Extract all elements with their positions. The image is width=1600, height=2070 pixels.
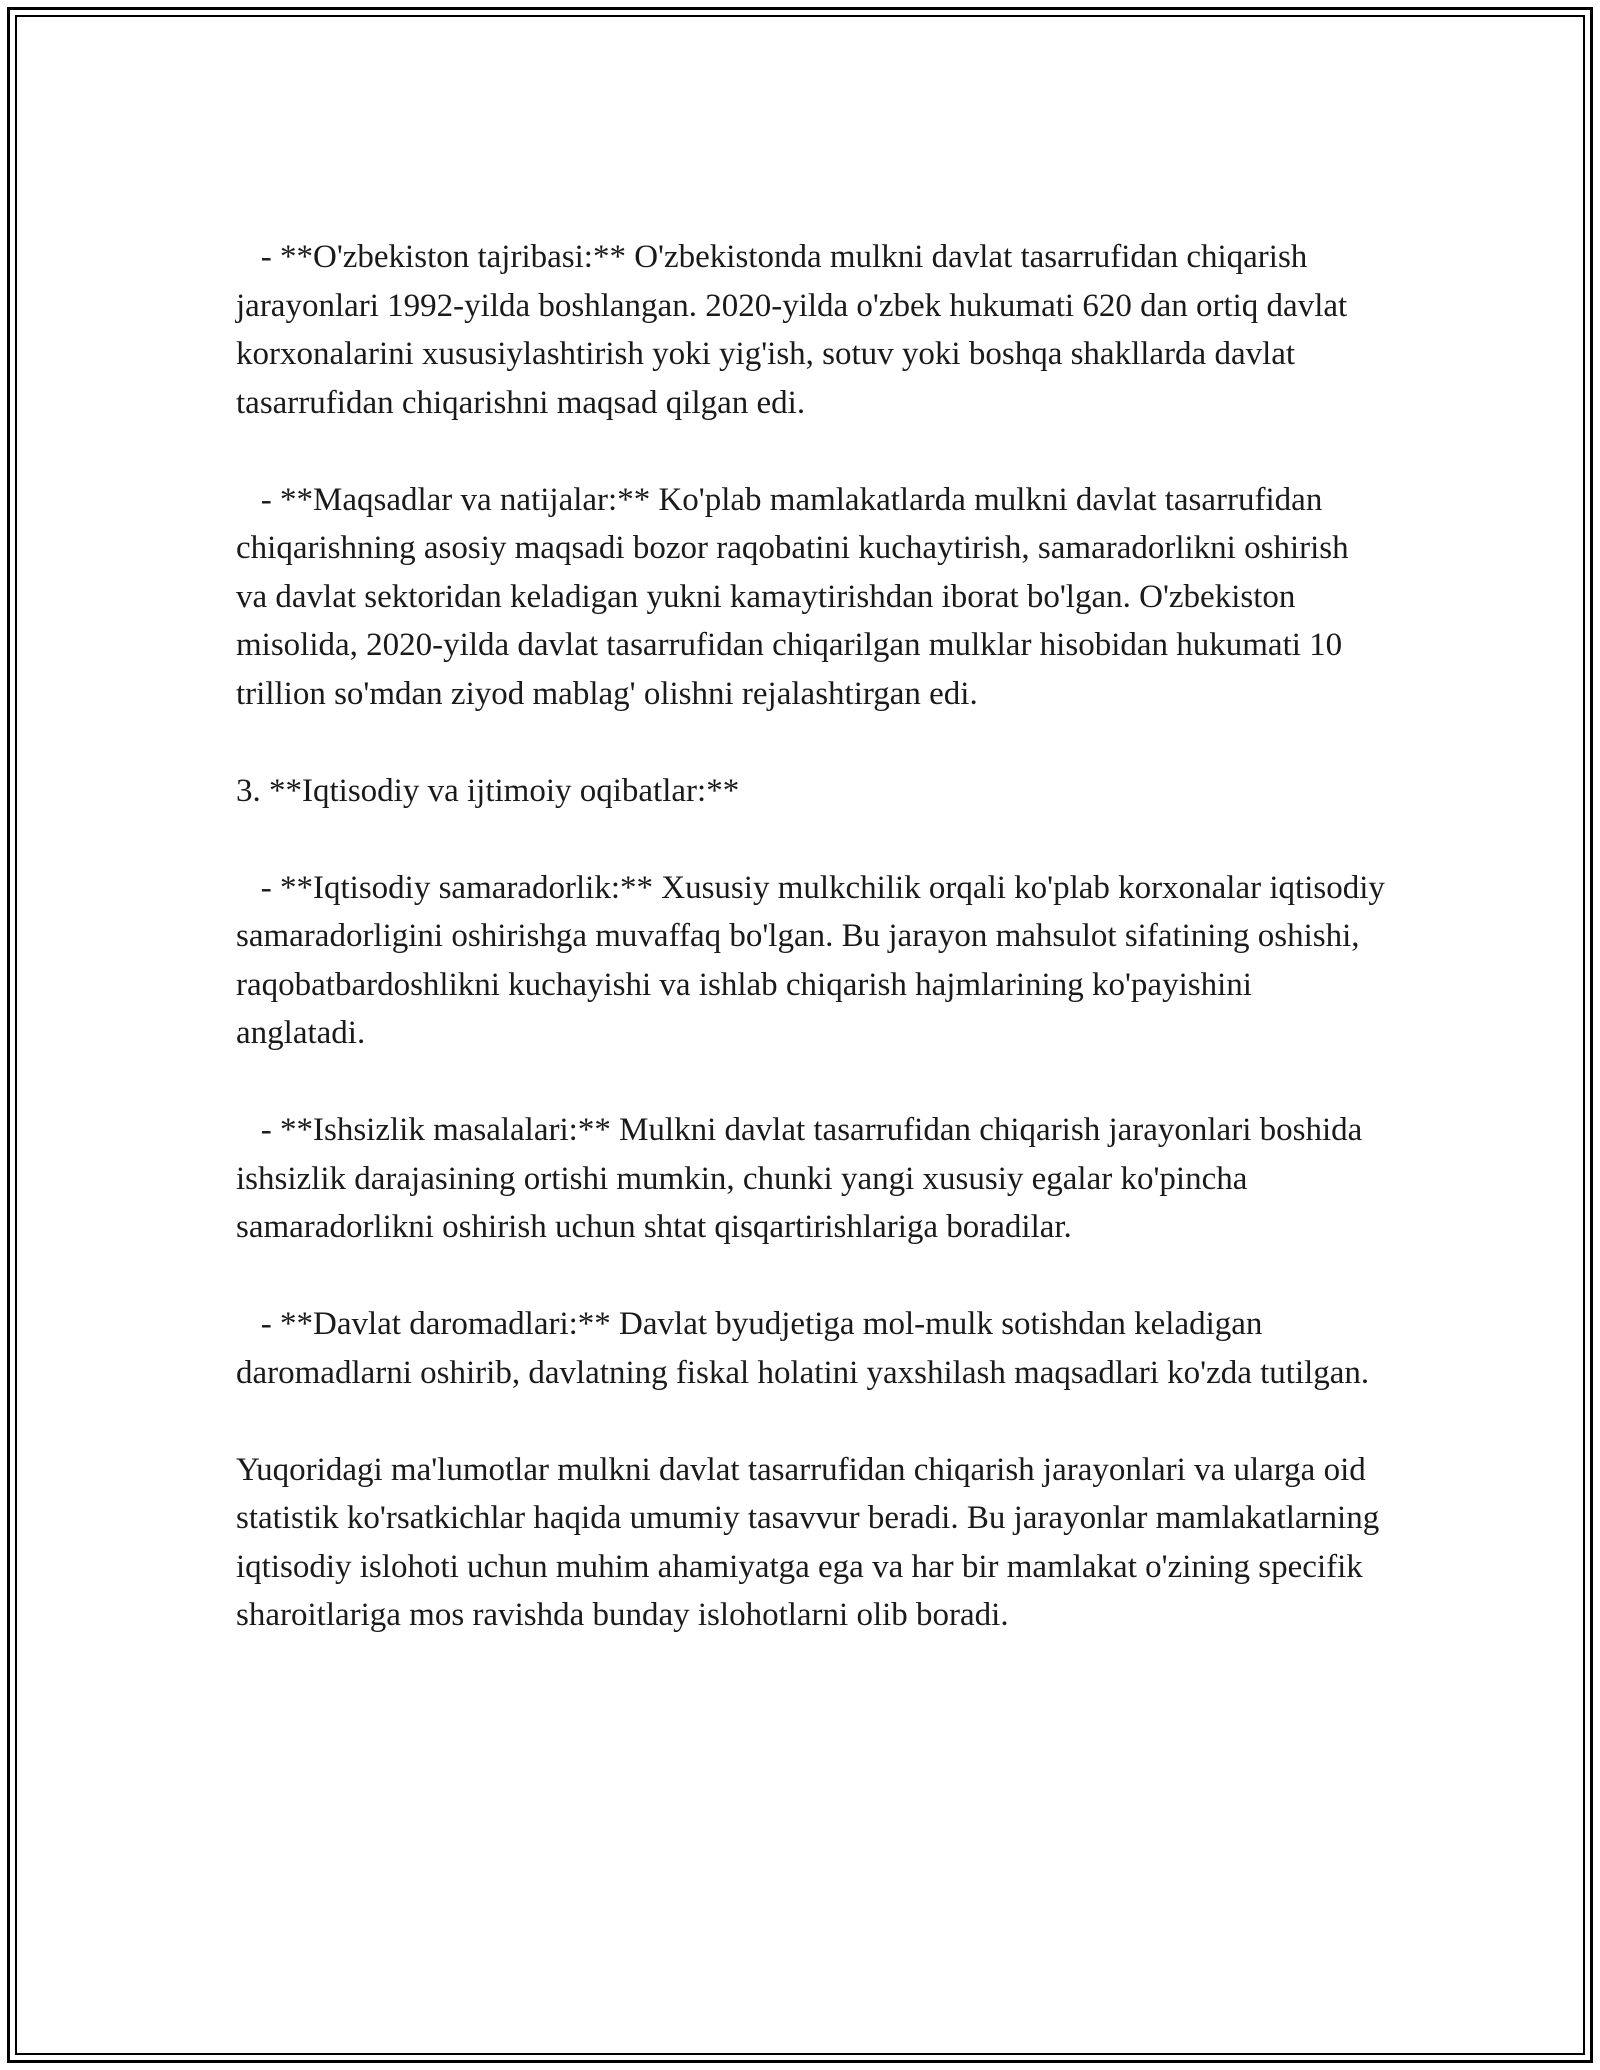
document-body	[236, 233, 1394, 1688]
paragraph-conclusion: Yuqoridagi ma'lumotlar mulkni davlat tasarrufidan chiqarish jarayonlari va ularga oid statistik ko'rsatkichlar haqida umumiy tasavvur beradi. Bu jarayonlar mamlakatlarning iqtisodiy islohoti uchun muhim ahamiyatga ega va har bir mamlakat o'zining specifik sharoitlariga mos ravishda bunday islohotlarni olib boradi.	[236, 1451, 1388, 1633]
paragraph-goals-results: - **Maqsadlar va natijalar:** Ko'plab mamlakatlarda mulkni davlat tasarrufidan chiqarishning asosiy maqsadi bozor raqobatini kuchaytirish, samaradorlikni oshirish va davlat sektoridan keladigan yukni kamaytirishdan iborat bo'lgan. O'zbekiston misolida, 2020-yilda davlat tasarrufidan chiqarilgan mulklar hisobidan hukumati 10 trillion so'mdan ziyod mablag' olishni rejalashtirgan edi.	[236, 481, 1357, 712]
paragraph-unemployment: - **Ishsizlik masalalari:** Mulkni davlat tasarrufidan chiqarish jarayonlari boshida ishsizlik darajasining ortishi mumkin, chunki yangi xususiy egalar ko'pincha samaradorlikni oshirish uchun shtat qisqartirishlariga boradilar.	[236, 1112, 1371, 1245]
paragraph-uzbekistan-experience: - **O'zbekiston tajribasi:** O'zbekistonda mulkni davlat tasarrufidan chiqarish jarayonlari 1992-yilda boshlangan. 2020-yilda o'zbek hukumati 620 dan ortiq davlat korxonalarini xususiylashtirish yoki yig'ish, sotuv yoki boshqa shakllarda davlat tasarrufidan chiqarishni maqsad qilgan edi.	[236, 239, 1356, 421]
section-heading-economic-social: 3. **Iqtisodiy va ijtimoiy oqibatlar:**	[236, 772, 740, 809]
paragraph-state-revenue: - **Davlat daromadlari:** Davlat byudjetiga mol-mulk sotishdan keladigan daromadlarni oshirib, davlatning fiskal holatini yaxshilash maqsadlari ko'zda tutilgan.	[236, 1306, 1370, 1391]
paragraph-economic-efficiency: - **Iqtisodiy samaradorlik:** Xususiy mulkchilik orqali ko'plab korxonalar iqtisodiy samaradorligini oshirishga muvaffaq bo'lgan. Bu jarayon mahsulot sifatining oshishi, raqobatbardoshlikni kuchayishi va ishlab chiqarish hajmlarining ko'payishini anglatadi.	[236, 869, 1394, 1051]
